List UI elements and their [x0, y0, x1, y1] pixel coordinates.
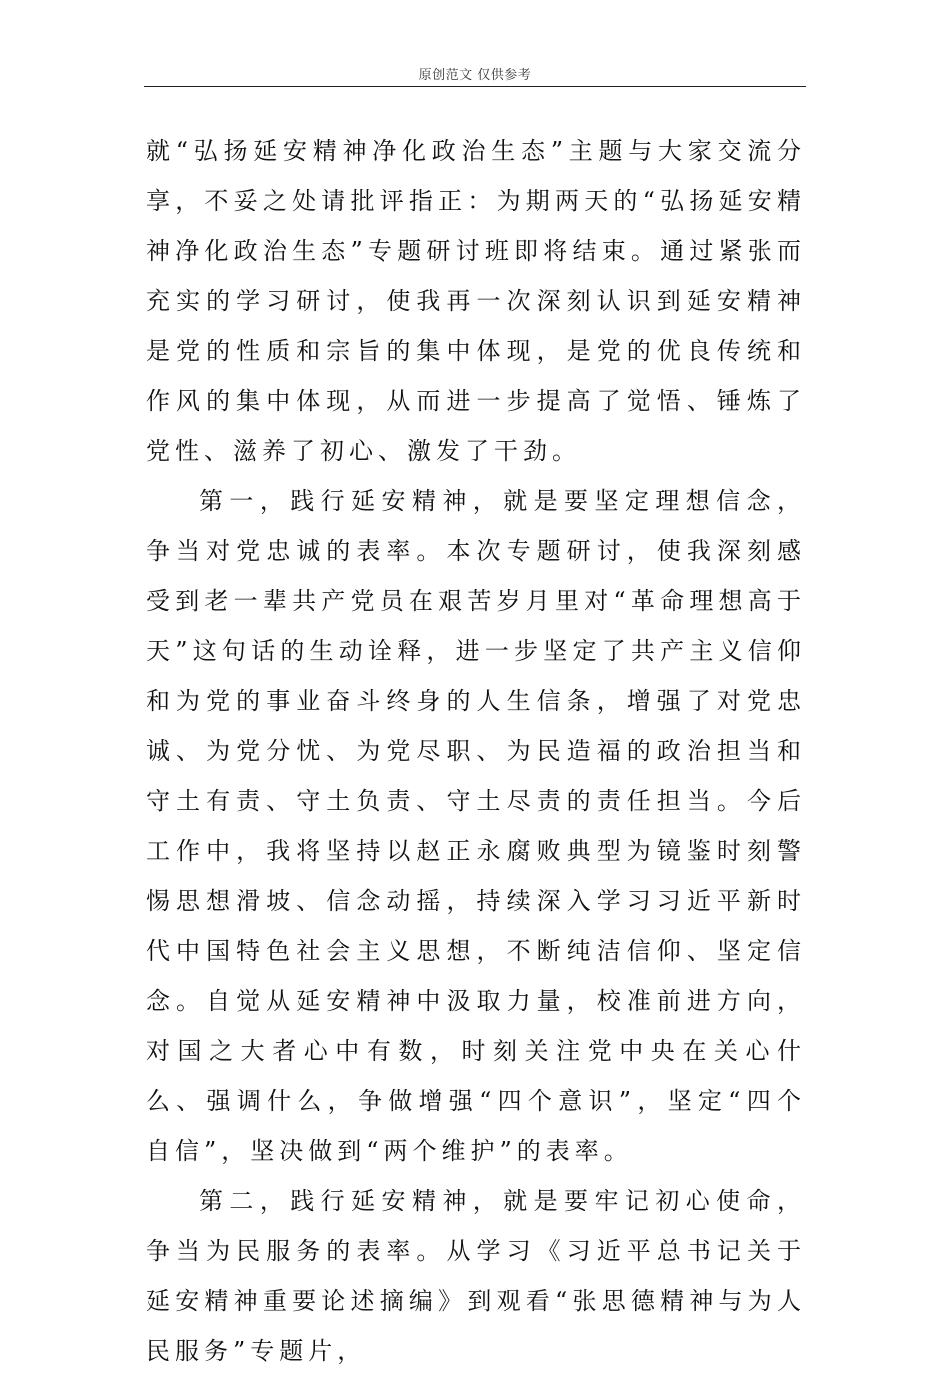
header-text: 原创范文 仅供参考: [418, 68, 532, 83]
paragraph-first-point: 第一，践行延安精神，就是要坚定理想信念，争当对党忠诚的表率。本次专题研讨，使我深刻感受到老一辈共产党员在艰苦岁月里对“革命理想高于天”这句话的生动诠释，进一步坚定了共产主义信仰和为党的事业奋斗终身的人生信条，增强了对党忠诚、为党分忧、为党尽职、为民造福的政治担当和守土有责、守土负责、守土尽责的责任担当。今后工作中，我将坚持以赵正永腐败典型为镜鉴时刻警惕思想滑坡、信念动摇，持续深入学习习近平新时代中国特色社会主义思想，不断纯洁信仰、坚定信念。自觉从延安精神中汲取力量，校准前进方向，对国之大者心中有数，时刻关注党中央在关心什么、强调什么，争做增强“四个意识”，坚定“四个自信”，坚决做到“两个维护”的表率。: [146, 487, 806, 1165]
page-header: [144, 64, 806, 87]
paragraph-second-point: 第二，践行延安精神，就是要牢记初心使命，争当为民服务的表率。从学习《习近平总书记关于延安精神重要论述摘编》到观看“张思德精神与为人民服务”专题片，: [146, 1187, 806, 1365]
document-body: [146, 126, 806, 1376]
paragraph-intro: 就“弘扬延安精神净化政治生态”主题与大家交流分享，不妥之处请批评指正：为期两天的“弘扬延安精神净化政治生态”专题研讨班即将结束。通过紧张而充实的学习研讨，使我再一次深刻认识到延安精神是党的性质和宗旨的集中体现，是党的优良传统和作风的集中体现，从而进一步提高了觉悟、锤炼了党性、滋养了初心、激发了干劲。: [146, 137, 806, 465]
